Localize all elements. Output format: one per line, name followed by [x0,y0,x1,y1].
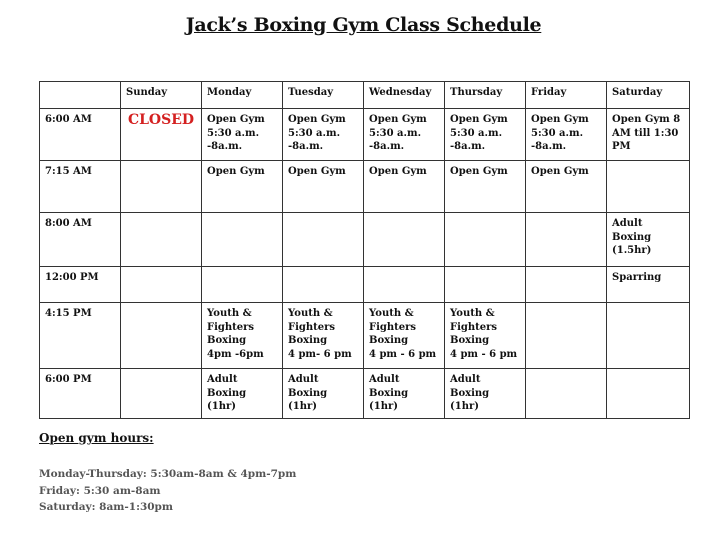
schedule-cell: Adult Boxing (1hr) [364,369,445,419]
table-row [40,267,690,303]
schedule-cell [364,213,445,267]
schedule-table [39,81,690,419]
schedule-cell: Open Gym 8 AM till 1:30 PM [607,109,690,161]
time-cell: 7:15 AM [40,161,121,213]
schedule-cell: Adult Boxing (1hr) [445,369,526,419]
table-row [40,303,690,369]
schedule-cell: Open Gym 5:30 a.m. -8a.m. [526,109,607,161]
schedule-cell [202,213,283,267]
schedule-cell [364,267,445,303]
schedule-cell: Open Gym [283,161,364,213]
schedule-cell [121,161,202,213]
schedule-cell [607,161,690,213]
table-row [40,213,690,267]
header-row [40,82,690,109]
schedule-cell: Open Gym 5:30 a.m. -8a.m. [202,109,283,161]
schedule-cell [202,267,283,303]
header-cell-sunday: Sunday [121,82,202,109]
header-cell-time [40,82,121,109]
schedule-cell: Youth & Fighters Boxing 4 pm - 6 pm [364,303,445,369]
schedule-cell [121,267,202,303]
open-gym-hours-list [39,466,296,516]
header-cell-friday: Friday [526,82,607,109]
header-cell-monday: Monday [202,82,283,109]
time-cell: 6:00 AM [40,109,121,161]
schedule-cell: Adult Boxing (1hr) [283,369,364,419]
schedule-cell: Open Gym [202,161,283,213]
schedule-cell [121,213,202,267]
schedule-cell: Open Gym 5:30 a.m. -8a.m. [445,109,526,161]
header-cell-tuesday: Tuesday [283,82,364,109]
closed-label: CLOSED [127,112,195,128]
header-cell-saturday: Saturday [607,82,690,109]
time-cell: 6:00 PM [40,369,121,419]
schedule-cell: Youth & Fighters Boxing 4 pm - 6 pm [445,303,526,369]
schedule-cell: Adult Boxing (1.5hr) [607,213,690,267]
schedule-cell [607,303,690,369]
table-row [40,369,690,419]
page-title: Jack’s Boxing Gym Class Schedule [185,14,542,36]
open-gym-hours-line: Friday: 5:30 am-8am [39,484,161,497]
table-row [40,109,690,161]
time-cell: 4:15 PM [40,303,121,369]
schedule-cell [445,213,526,267]
schedule-cell: Open Gym [364,161,445,213]
schedule-cell [526,369,607,419]
header-cell-thursday: Thursday [445,82,526,109]
schedule-cell: Youth & Fighters Boxing 4 pm- 6 pm [283,303,364,369]
open-gym-hours-line: Monday-Thursday: 5:30am-8am & 4pm-7pm [39,468,297,480]
time-cell: 8:00 AM [40,213,121,267]
schedule-cell [283,267,364,303]
schedule-cell: Open Gym [526,161,607,213]
schedule-cell [526,213,607,267]
open-gym-hours-line: Saturday: 8am-1:30pm [39,501,174,513]
schedule-cell [121,109,202,161]
table-row [40,161,690,213]
schedule-cell: Open Gym 5:30 a.m. -8a.m. [283,109,364,161]
schedule-cell: Adult Boxing (1hr) [202,369,283,419]
schedule-cell [283,213,364,267]
schedule-cell: Youth & Fighters Boxing 4pm -6pm [202,303,283,369]
schedule-cell [526,303,607,369]
time-cell: 12:00 PM [40,267,121,303]
schedule-cell [121,369,202,419]
schedule-cell [445,267,526,303]
header-cell-wednesday: Wednesday [364,82,445,109]
schedule-cell: Open Gym [445,161,526,213]
schedule-cell [607,369,690,419]
schedule-cell [121,303,202,369]
schedule-cell [526,267,607,303]
open-gym-hours-title: Open gym hours: [39,431,154,445]
schedule-cell: Open Gym 5:30 a.m. -8a.m. [364,109,445,161]
schedule-cell: Sparring [607,267,690,303]
